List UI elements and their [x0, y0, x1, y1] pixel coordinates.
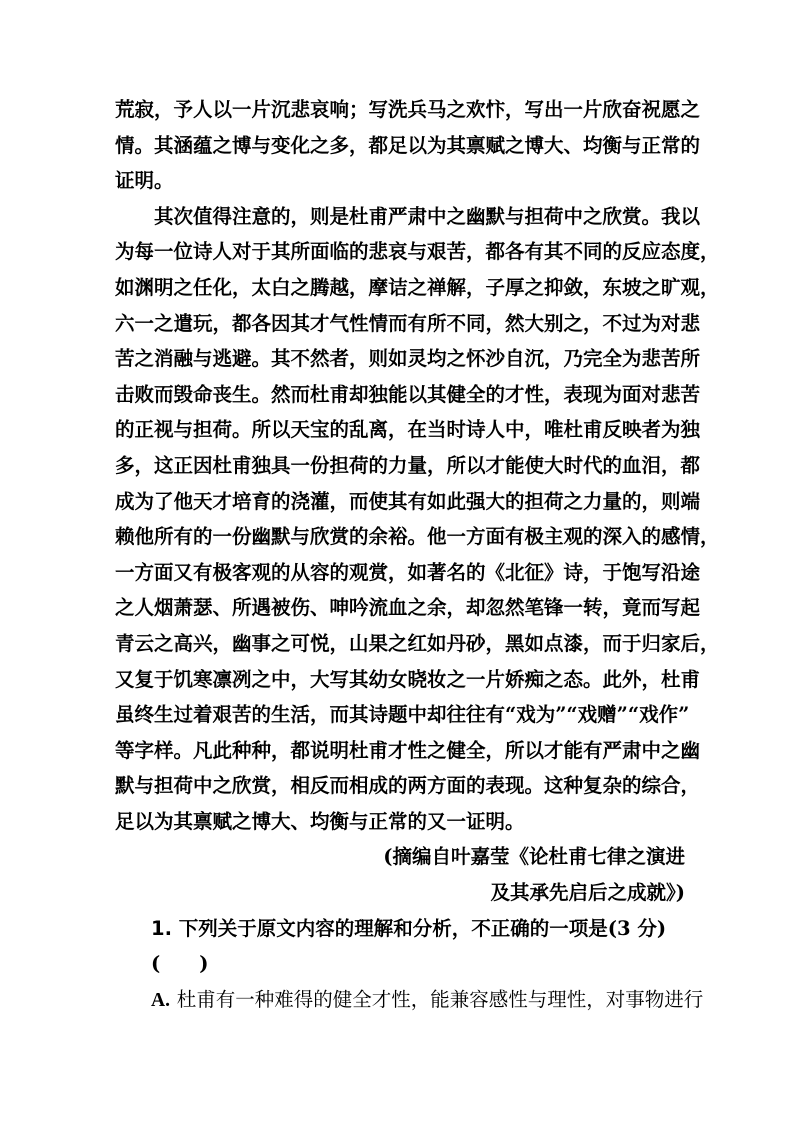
passage-line: 为每一位诗人对于其所面临的悲哀与艰苦，都各有其不同的反应态度， [115, 240, 720, 264]
choice-a [115, 982, 704, 1019]
passage-line: 多，这正因杜甫独具一份担荷的力量，所以才能使大时代的血泪，都 [115, 453, 701, 477]
question-text: 下列关于原文内容的理解和分析，不正确的一项是(3 分)( ) [151, 916, 667, 976]
passage-line: 默与担荷中之欣赏，相反而相成的两方面的表现。这种复杂的综合， [115, 774, 701, 798]
source-citation [115, 839, 685, 910]
choice-text: 杜甫有一种难得的健全才性，能兼容感性与理性，对事物进行 [176, 989, 704, 1011]
source-line-2: 及其承先启后之成就》) [490, 881, 685, 905]
passage-line: 又复于饥寒凛冽之中，大写其幼女晓妆之一片娇痴之态。此外，杜甫 [115, 667, 701, 691]
document-content [115, 92, 720, 1018]
passage-paragraph-2 [115, 199, 720, 840]
passage-line: 六一之遣玩，都各因其才气性情而有所不同，然大别之，不过为对悲 [115, 311, 701, 335]
passage-paragraph-1 [115, 92, 701, 199]
passage-line: 之人烟萧瑟、所遇被伤、呻吟流血之余，却忽然笔锋一转，竟而写起 [115, 596, 701, 620]
passage-line: 成为了他天才培育的浇灌，而使其有如此强大的担荷之力量的，则端 [115, 489, 701, 513]
choice-letter: A. [151, 989, 170, 1011]
passage-line: 等字样。凡此种种，都说明杜甫才性之健全，所以才能有严肃中之幽 [115, 738, 701, 762]
question-1 [115, 911, 685, 982]
passage-line: 击败而毁命丧生。然而杜甫却独能以其健全的才性，表现为面对悲苦 [115, 382, 701, 406]
passage-line: 虽终生过着艰苦的生活，而其诗题中却往往有“戏为”“戏赠”“戏作” [115, 703, 690, 727]
passage-line: 如渊明之任化，太白之腾越，摩诘之禅解，子厚之抑敛，东坡之旷观， [115, 275, 720, 299]
passage-line: 苦之消融与逃避。其不然者，则如灵均之怀沙自沉，乃完全为悲苦所 [115, 347, 701, 371]
passage-line: 的正视与担荷。所以天宝的乱离，在当时诗人中，唯杜甫反映者为独 [115, 418, 701, 442]
source-line-1: (摘编自叶嘉莹《论杜甫七律之演进 [383, 845, 685, 869]
passage-line: 赖他所有的一份幽默与欣赏的余裕。他一方面有极主观的深入的感情， [115, 525, 720, 549]
passage-line: 青云之高兴，幽事之可悦，山果之红如丹砂，黑如点漆，而于归家后， [115, 631, 720, 655]
passage-line: 足以为其禀赋之博大、均衡与正常的又一证明。 [115, 809, 525, 833]
passage-line: 其次值得注意的，则是杜甫严肃中之幽默与担荷中之欣赏。我以 [154, 204, 701, 228]
question-number: 1. [151, 916, 172, 940]
passage-line: 一方面又有极客观的从容的观赏，如著名的《北征》诗，于饱写沿途 [115, 560, 701, 584]
passage-line: 证明。 [115, 169, 174, 193]
passage-line: 情。其涵蕴之博与变化之多，都足以为其禀赋之博大、均衡与正常的 [115, 133, 701, 157]
passage-line: 荒寂，予人以一片沉悲哀响；写洗兵马之欢忭，写出一片欣奋祝愿之 [115, 98, 701, 121]
